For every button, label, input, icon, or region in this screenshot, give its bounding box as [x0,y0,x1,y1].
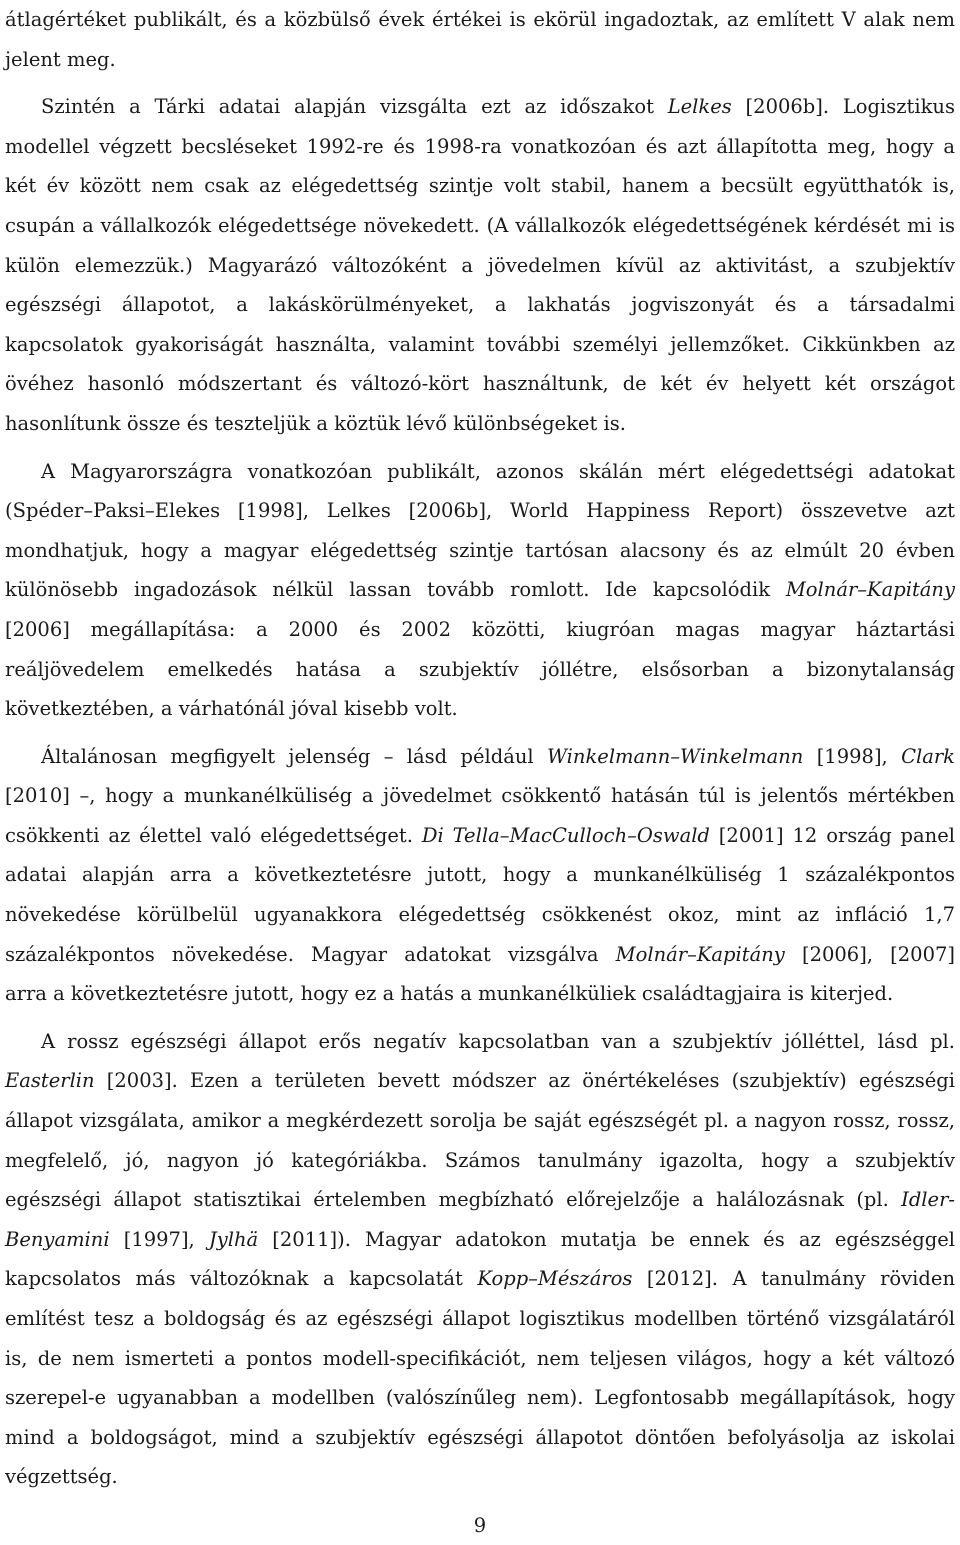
body-paragraph [5,0,955,79]
text-line: reáljövedelem emelkedés hatása a szubjektív jóllétre, elsősorban a bizonytalanság [5,657,955,681]
text-line: hasonlítunk össze és teszteljük a köztük lévő különbségeket is. [5,411,626,435]
text-line: kapcsolatos más változóknak a kapcsolatát Kopp–Mészáros [2012]. A tanulmány röviden [5,1267,955,1291]
text-line: csökkenti az élettel való elégedettséget. Di Tella–MacCulloch–Oswald [2001] 12 ország panel [5,823,956,847]
text-line: [2010] –, hogy a munkanélküliség a jövedelmet csökkentő hatásán túl is jelentős mértékben [5,784,955,808]
text-line: állapot vizsgálata, amikor a megkérdezett sorolja be saját egészségét pl. a nagyon rossz, rossz, [5,1109,955,1133]
text-line: mind a boldogságot, mind a szubjektív egészségi állapotot döntően befolyásolja az iskolai [5,1425,955,1449]
text-line: különösebb ingadozások nélkül lassan tovább romlott. Ide kapcsolódik Molnár–Kapitány [5,578,955,602]
text-line: mondhatjuk, hogy a magyar elégedettség szintje tartósan alacsony és az elmúlt 20 évben [5,538,955,562]
text-line: megfelelő, jó, nagyon jó kategóriákba. Számos tanulmány igazolta, hogy a szubjektív [5,1148,955,1172]
text-line: következtében, a várhatónál jóval kisebb volt. [5,697,458,721]
text-line: kapcsolatok gyakoriságát használta, valamint további személyi jellemzőket. Cikkünkben az [5,332,955,356]
text-line: végzettség. [5,1465,118,1489]
text-line: A rossz egészségi állapot erős negatív kapcsolatban van a szubjektív jólléttel, lásd pl. [41,1029,955,1053]
text-line: két év között nem csak az elégedettség szintje volt stabil, hanem a becsült együtthatók is, [5,174,955,198]
text-line: Szintén a Tárki adatai alapján vizsgálta ezt az időszakot Lelkes [2006b]. Logisztikus [41,95,955,119]
text-line: egészségi állapot statisztikai értelemben megbízható előrejelzője a halálozásnak (pl. Idler- [5,1188,955,1212]
body-paragraph [5,737,955,1014]
text-line: A Magyarországra vonatkozóan publikált, azonos skálán mért elégedettségi adatokat [41,459,955,483]
text-line: Benyamini [1997], Jylhä [2011]). Magyar adatokon mutatja be ennek és az egészséggel [5,1227,955,1251]
text-line: is, de nem ismerteti a pontos modell-specifikációt, nem teljesen világos, hogy a két változó [5,1346,955,1370]
text-line: jelent meg. [5,47,116,71]
page-number: 9 [473,1514,487,1537]
text-line: arra a következtetésre jutott, hogy ez a hatás a munkanélküliek családtagjaira is kiterjed. [5,982,894,1006]
body-paragraph [5,87,955,443]
text-line: [2006] megállapítása: a 2000 és 2002 közötti, kiugróan magas magyar háztartási [5,617,955,641]
text-line: (Spéder–Paksi–Elekes [1998], Lelkes [2006b], World Happiness Report) összevetve azt [5,499,955,523]
text-line: növekedése körülbelül ugyanakkora elégedettség csökkenést okoz, mint az infláció 1,7 [5,903,955,927]
text-line: külön elemezzük.) Magyarázó változóként a jövedelmen kívül az aktivitást, a szubjektív [5,253,955,277]
text-line: Általánosan megfigyelt jelenség – lásd például Winkelmann–Winkelmann [1998], Clark [41,744,955,768]
text-line: modellel végzett becsléseket 1992-re és 1998-ra vonatkozóan és azt állapította meg, hogy a [5,134,955,158]
text-line: övéhez hasonló módszertant és változó-kört használtunk, de két év helyett két országot [5,372,955,396]
body-paragraph [5,1022,955,1497]
body-paragraph [5,452,955,729]
text-line: százalékpontos növekedése. Magyar adatokat vizsgálva Molnár–Kapitány [2006], [2007] [5,942,955,966]
text-line: egészségi állapotot, a lakáskörülményeket, a lakhatás jogviszonyát és a társadalmi [5,293,955,317]
text-line: átlagértéket publikált, és a közbülső évek értékei is ekörül ingadoztak, az említett V alak nem [5,8,955,31]
text-line: adatai alapján arra a következtetésre jutott, hogy a munkanélküliség 1 százalékpontos [5,863,955,887]
text-line: szerepel-e ugyanabban a modellben (valószínűleg nem). Legfontosabb megállapítások, hogy [5,1386,955,1410]
text-line: Easterlin [2003]. Ezen a területen bevett módszer az önértékeléses (szubjektív) egészségi [5,1069,955,1093]
text-line: említést tesz a boldogság és az egészségi állapot logisztikus modellben történő vizsgálatáról [5,1307,955,1330]
text-line: csupán a vállalkozók elégedettsége növekedett. (A vállalkozók elégedettségének kérdését mi is [5,213,955,237]
document-page [5,0,955,1497]
